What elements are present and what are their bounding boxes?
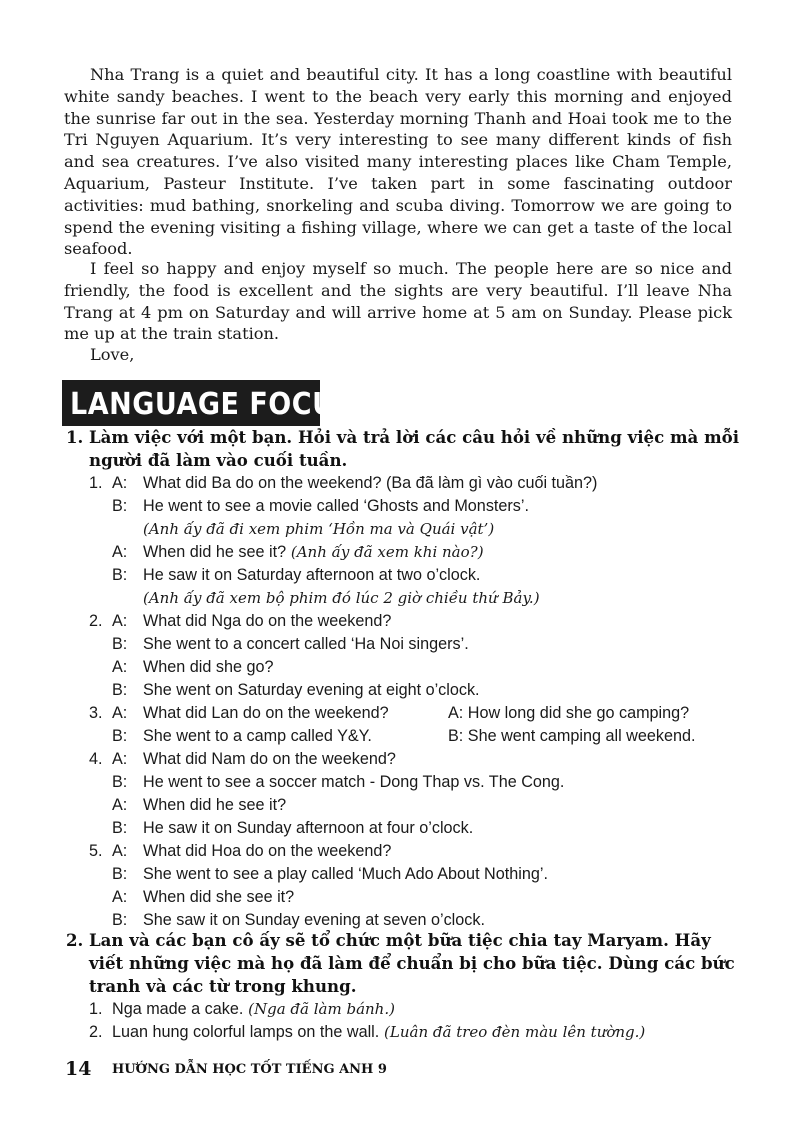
speaker-label: A:: [112, 612, 128, 630]
answer-line: [89, 1021, 739, 1044]
dialogue-text: [143, 863, 548, 886]
dialogue-text-main: When did he see it?: [143, 796, 287, 814]
speaker-label: B:: [112, 773, 128, 791]
exercise-1-instruction: [66, 426, 746, 472]
dialogue-line: [89, 817, 729, 840]
dialogue-line: [89, 541, 729, 564]
dialogue-text-main: He went to see a soccer match - Dong Thap vs. The Cong.: [143, 773, 565, 791]
dialogue-line: [89, 495, 729, 518]
speaker-label: B:: [112, 635, 128, 653]
dialogue-text-right: A: How long did she go camping?: [448, 704, 690, 722]
dialogue-line: [89, 863, 729, 886]
dialogue-text: [143, 702, 389, 725]
speaker-label: A:: [112, 704, 128, 722]
dialogue-line: [89, 840, 729, 863]
exercise-number: 2.: [66, 930, 84, 950]
dialogue-translation: (Anh ấy đã xem khi nào?): [286, 543, 484, 561]
answer-translation: (Nga đã làm bánh.): [243, 1000, 395, 1018]
dialogue-text: [143, 679, 480, 702]
dialogue-text: [143, 725, 372, 748]
dialogue-line: [89, 564, 729, 587]
dialogue-line: [89, 610, 729, 633]
dialogue-line: [89, 633, 729, 656]
dialogue-text: [143, 472, 597, 495]
dialogue-text-main: What did Hoa do on the weekend?: [143, 842, 392, 860]
dialogue-text: [143, 610, 391, 633]
dialogue-line: [89, 472, 729, 495]
speaker-label: A:: [112, 888, 128, 906]
letter-paragraph-2: I feel so happy and enjoy myself so much. The people here are so nice and friendly, the food is excellent and the sights are very beautiful. I’ll leave Nha Trang at 4 pm on Saturday and will arrive home at 5 am on Sunday. Please pick me up at the train station.: [64, 259, 732, 344]
speaker-label: B:: [112, 819, 128, 837]
speaker-label: B:: [112, 727, 128, 745]
exercise-2-instruction: [66, 929, 746, 998]
speaker-label: A:: [112, 474, 128, 492]
dialogue-line: [89, 771, 729, 794]
speaker-label: B:: [112, 497, 128, 515]
item-number: 1.: [89, 474, 103, 492]
dialogue-line: [89, 748, 729, 771]
translation-line: (Anh ấy đã đi xem phim ‘Hồn ma và Quái vật’): [143, 520, 495, 538]
dialogue-text-main: When did she go?: [143, 658, 274, 676]
dialogue-text-main: What did Ba do on the weekend? (Ba đã làm gì vào cuối tuần?): [143, 474, 598, 492]
letter-closing-text: Love,: [90, 345, 135, 364]
exercise-instruction-text: Làm việc với một bạn. Hỏi và trả lời các câu hỏi về những việc mà mỗi người đã làm vào cuối tuần.: [89, 427, 740, 470]
dialogue-text: [143, 886, 294, 909]
dialogue-text-main: What did Lan do on the weekend?: [143, 704, 389, 722]
speaker-label: A:: [112, 796, 128, 814]
answer-text: [112, 1021, 645, 1044]
speaker-label: B:: [112, 566, 128, 584]
dialogue-text-main: She went on Saturday evening at eight o’clock.: [143, 681, 480, 699]
dialogue-line: [89, 725, 729, 748]
answer-text-main: Luan hung colorful lamps on the wall.: [112, 1023, 380, 1041]
speaker-label: B:: [112, 681, 128, 699]
dialogue-text: [143, 564, 480, 587]
letter-paragraph: [64, 258, 732, 345]
dialogue-text: [143, 656, 274, 679]
dialogue-text: [143, 794, 286, 817]
item-number: 1.: [89, 1000, 103, 1018]
book-title: HƯỚNG DẪN HỌC TỐT TIẾNG ANH 9: [112, 1062, 387, 1077]
exercise-number: 1.: [66, 427, 84, 447]
page-number: 14: [65, 1058, 92, 1080]
dialogue-line: [89, 794, 729, 817]
speaker-label: B:: [112, 865, 128, 883]
section-title: LANGUAGE FOCUS: [70, 387, 355, 422]
dialogue-line: [89, 702, 729, 725]
dialogue-text-main: She saw it on Sunday evening at seven o’clock.: [143, 911, 485, 929]
dialogue-text-main: He saw it on Sunday afternoon at four o’clock.: [143, 819, 474, 837]
speaker-label: A:: [112, 842, 128, 860]
dialogue-text-main: She went to see a play called ‘Much Ado About Nothing’.: [143, 865, 548, 883]
dialogue-text-main: What did Nga do on the weekend?: [143, 612, 392, 630]
dialogue-text-main: He saw it on Saturday afternoon at two o’clock.: [143, 566, 481, 584]
item-number: 3.: [89, 704, 103, 722]
exercise-instruction-text: Lan và các bạn cô ấy sẽ tổ chức một bữa tiệc chia tay Maryam. Hãy viết những việc mà họ đã làm để chuẩn bị cho bữa tiệc. Dùng các bức tranh và các từ trong khung.: [89, 930, 735, 996]
speaker-label: A:: [112, 658, 128, 676]
dialogue-text: [143, 495, 529, 518]
dialogue-line: [89, 656, 729, 679]
dialogue-text: [143, 817, 473, 840]
dialogue-text-main: He went to see a movie called ‘Ghosts and Monsters’.: [143, 497, 529, 515]
section-banner: [62, 380, 355, 426]
dialogue-text-right: B: She went camping all weekend.: [448, 727, 696, 745]
dialogue-text-main: When did he see it?: [143, 543, 287, 561]
speaker-label: A:: [112, 543, 128, 561]
dialogue-text-main: When did she see it?: [143, 888, 295, 906]
translation-line: (Anh ấy đã xem bộ phim đó lúc 2 giờ chiều thứ Bảy.): [143, 589, 540, 607]
letter-closing: [64, 344, 732, 366]
dialogue-text-main: What did Nam do on the weekend?: [143, 750, 396, 768]
item-number: 2.: [89, 612, 103, 630]
dialogue-line: [89, 679, 729, 702]
dialogue-text: [143, 541, 484, 564]
dialogue-text: [143, 840, 391, 863]
dialogue-text: [143, 748, 396, 771]
letter-paragraph-1: Nha Trang is a quiet and beautiful city. It has a long coastline with beautiful white sandy beaches. I went to the beach very early this morning and enjoyed the sunrise far out in the sea. Yesterday morning Thanh and Hoai took me to the Tri Nguyen Aquarium. It’s very interesting to see many different kinds of fish and sea creatures. I’ve also visited many interesting places like Cham Temple, Aquarium, Pasteur Institute. I’ve taken part in some fascinating outdoor activities: mud bathing, snorkeling and scuba diving. Tomorrow we are going to spend the evening visiting a fishing village, where we can get a taste of the local seafood.: [64, 65, 732, 259]
dialogue-text: [143, 771, 564, 794]
item-number: 5.: [89, 842, 103, 860]
letter-paragraph: [64, 64, 732, 260]
item-number: 4.: [89, 750, 103, 768]
item-number: 2.: [89, 1023, 103, 1041]
dialogue-line: [89, 886, 729, 909]
answer-text-main: Nga made a cake.: [112, 1000, 244, 1018]
speaker-label: A:: [112, 750, 128, 768]
answer-text: [112, 998, 395, 1021]
dialogue-text-main: She went to a concert called ‘Ha Noi singers’.: [143, 635, 469, 653]
answer-line: [89, 998, 739, 1021]
answer-translation: (Luân đã treo đèn màu lên tường.): [379, 1023, 646, 1041]
speaker-label: B:: [112, 911, 128, 929]
dialogue-text: [143, 633, 469, 656]
dialogue-text-main: She went to a camp called Y&Y.: [143, 727, 372, 745]
